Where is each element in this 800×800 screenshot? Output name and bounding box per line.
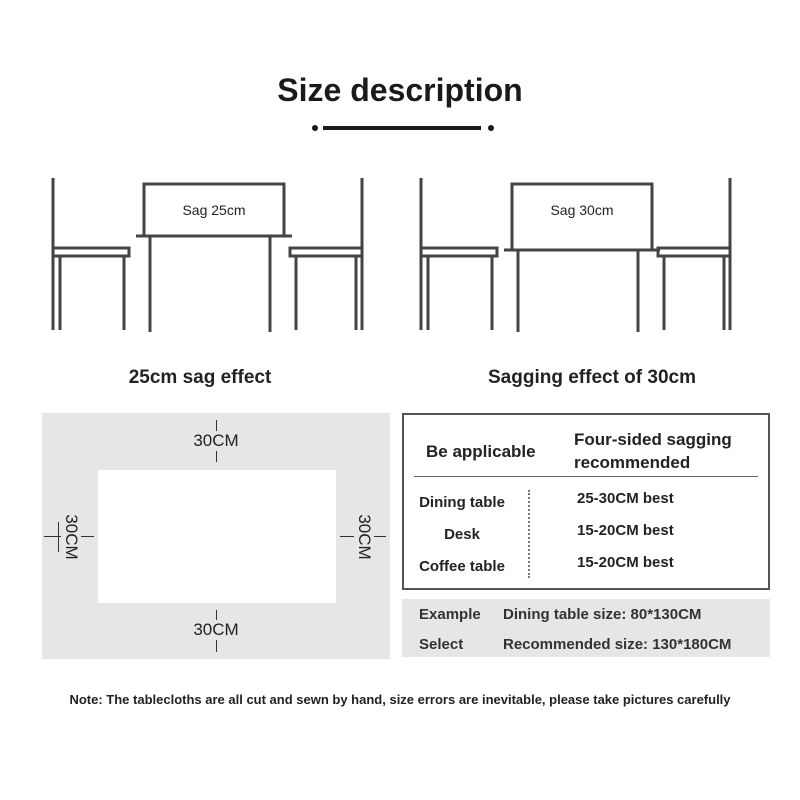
table-header-sagging-line1: Four-sided sagging xyxy=(574,430,732,449)
table-row-label-dining: Dining table xyxy=(419,494,505,511)
dim-label-top: 30CM xyxy=(176,431,256,451)
dim-label-bottom: 30CM xyxy=(176,620,256,640)
dim-label-right: 30CM xyxy=(354,497,374,577)
table-row-value-desk: 15-20CM best xyxy=(577,522,674,539)
scene-30cm-illustration xyxy=(408,170,748,340)
table-header-applicable: Be applicable xyxy=(426,442,536,461)
example-label: Example xyxy=(419,606,481,623)
select-value: Recommended size: 130*180CM xyxy=(503,636,732,653)
table-top-rect xyxy=(98,470,336,603)
select-label: Select xyxy=(419,636,464,653)
table-row-value-coffee: 15-20CM best xyxy=(577,554,674,571)
table-row-value-dining: 25-30CM best xyxy=(577,490,674,507)
example-value: Dining table size: 80*130CM xyxy=(503,606,702,623)
sag-label-25: Sag 25cm xyxy=(182,202,246,218)
page-title: Size description xyxy=(277,72,523,108)
dim-label-left: 30CM xyxy=(61,497,81,577)
divider-dot-right xyxy=(488,125,494,131)
table-header-sagging xyxy=(574,428,764,474)
scene-caption-25: 25cm sag effect xyxy=(128,367,272,388)
table-header-sagging-line2: recommended xyxy=(574,453,691,472)
divider-dot-left xyxy=(312,125,318,131)
dim-cross-left xyxy=(58,522,59,552)
sag-label-30: Sag 30cm xyxy=(550,202,614,218)
table-row-label-desk: Desk xyxy=(444,526,480,543)
footer-note: Note: The tablecloths are all cut and sewn by hand, size errors are inevitable, please take pictures carefully xyxy=(69,692,731,707)
scene-caption-30: Sagging effect of 30cm xyxy=(488,367,696,388)
table-row-label-coffee: Coffee table xyxy=(419,558,505,575)
title-divider xyxy=(323,126,481,130)
table-header-divider xyxy=(414,476,758,477)
table-column-divider xyxy=(528,490,530,578)
scene-25cm-illustration xyxy=(40,170,380,340)
